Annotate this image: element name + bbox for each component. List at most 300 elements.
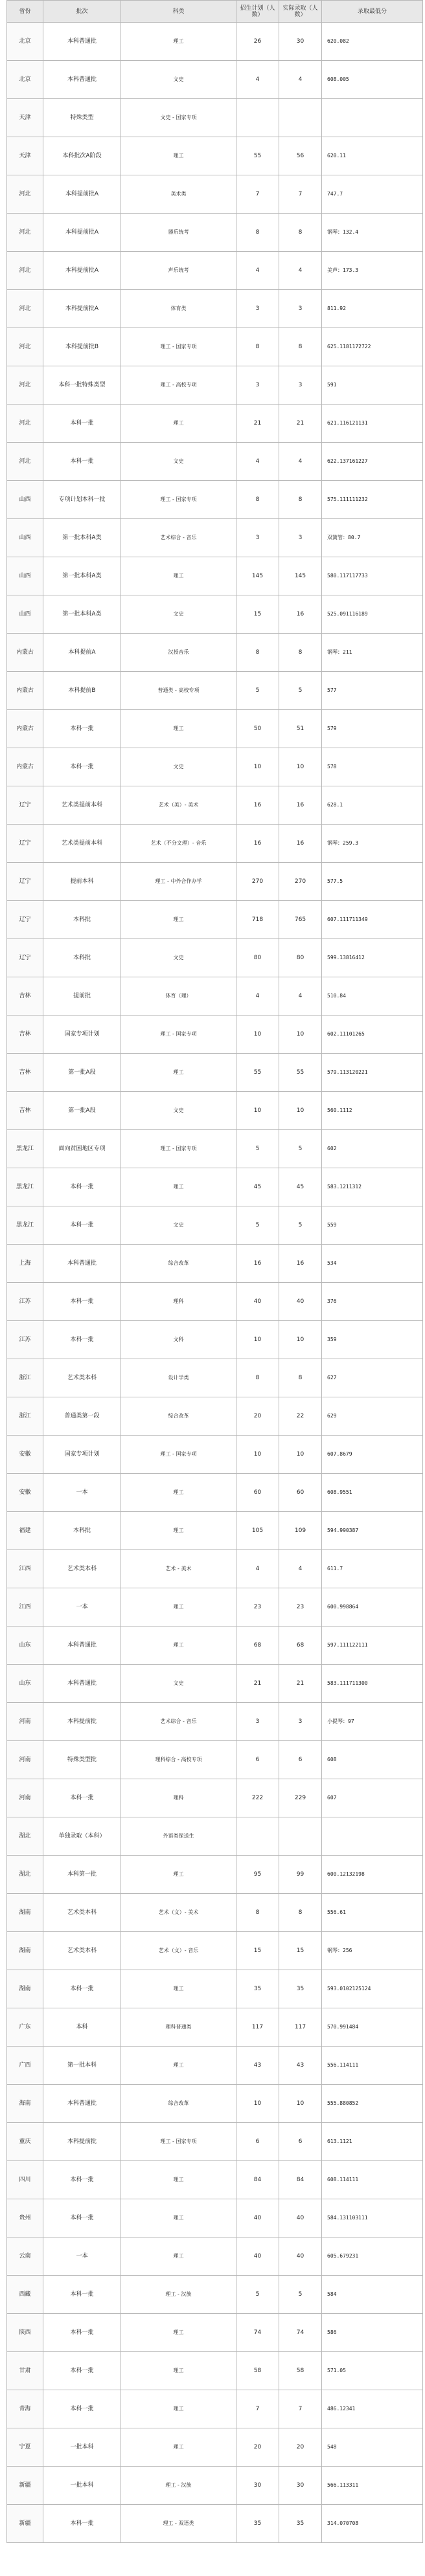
table-row [7,61,423,99]
cell-subject: 普通类 - 高校专项 [121,672,236,710]
cell-subject: 汉授音乐 [121,634,236,672]
cell-score: 566.113311 [322,2467,423,2505]
cell-province: 江西 [7,1588,43,1627]
cell-batch: 本科一批 [43,2505,121,2543]
cell-score: 555.880852 [322,2085,423,2123]
cell-batch: 本科提前批 [43,1703,121,1741]
cell-admitted: 40 [279,2199,322,2237]
cell-admitted: 117 [279,2008,322,2047]
cell-plan: 20 [236,1397,279,1436]
cell-province: 辽宁 [7,901,43,939]
cell-batch: 本科一批 [43,405,121,443]
cell-admitted [279,99,322,137]
cell-plan: 3 [236,1703,279,1741]
cell-plan: 55 [236,1054,279,1092]
cell-admitted: 3 [279,290,322,328]
cell-subject: 文史 [121,748,236,786]
cell-province: 山东 [7,1665,43,1703]
cell-admitted: 3 [279,519,322,557]
cell-subject: 理工 - 汉族 [121,2276,236,2314]
cell-admitted: 7 [279,2390,322,2428]
admission-table [6,0,423,2543]
cell-plan: 6 [236,1741,279,1779]
table-row [7,2123,423,2161]
cell-batch: 第一批本科 [43,2047,121,2085]
cell-subject: 文史 - 国家专项 [121,99,236,137]
cell-plan: 5 [236,2276,279,2314]
cell-subject: 理工 [121,901,236,939]
cell-score: 571.05 [322,2352,423,2390]
cell-subject: 理工 - 汉族 [121,2467,236,2505]
cell-province: 山西 [7,481,43,519]
cell-batch: 艺术类本科 [43,1359,121,1397]
cell-province: 黑龙江 [7,1168,43,1206]
cell-province: 内蒙古 [7,672,43,710]
table-row [7,557,423,595]
cell-subject: 理工 [121,1168,236,1206]
cell-plan: 45 [236,1168,279,1206]
cell-plan: 40 [236,1283,279,1321]
cell-score [322,99,423,137]
cell-batch: 专项计划本科一批 [43,481,121,519]
cell-score: 钢琴：211 [322,634,423,672]
table-row [7,23,423,61]
cell-admitted: 8 [279,328,322,366]
cell-score: 599.13816412 [322,939,423,977]
cell-score: 556.114111 [322,2047,423,2085]
cell-score: 608.114111 [322,2161,423,2199]
cell-province: 安徽 [7,1474,43,1512]
table-row [7,366,423,405]
cell-subject: 理工 [121,1588,236,1627]
cell-province: 河北 [7,290,43,328]
table-row [7,1665,423,1703]
cell-batch: 一本 [43,1474,121,1512]
cell-province: 辽宁 [7,863,43,901]
cell-batch: 本科一批 [43,710,121,748]
cell-admitted: 10 [279,1321,322,1359]
cell-province: 北京 [7,61,43,99]
cell-batch: 本科一批 [43,443,121,481]
cell-subject: 体育类 [121,290,236,328]
cell-score: 510.84 [322,977,423,1016]
cell-admitted: 10 [279,1436,322,1474]
cell-admitted: 35 [279,1970,322,2008]
table-row [7,1359,423,1397]
cell-batch: 国家专项计划 [43,1016,121,1054]
cell-subject: 综合改革 [121,1397,236,1436]
cell-batch: 本科一批 [43,2161,121,2199]
table-row [7,672,423,710]
cell-score: 608.005 [322,61,423,99]
cell-score: 钢琴：132.4 [322,214,423,252]
cell-plan: 3 [236,366,279,405]
table-body [7,23,423,2543]
cell-subject: 文史 [121,443,236,481]
cell-batch: 一批本科 [43,2467,121,2505]
cell-admitted: 5 [279,1206,322,1245]
cell-batch: 本科一批 [43,2352,121,2390]
cell-plan: 145 [236,557,279,595]
table-row [7,977,423,1016]
cell-subject: 理工 [121,1512,236,1550]
cell-score: 583.111711300 [322,1665,423,1703]
cell-plan: 35 [236,1970,279,2008]
cell-plan: 8 [236,1894,279,1932]
cell-province: 宁夏 [7,2428,43,2467]
cell-admitted: 99 [279,1856,322,1894]
cell-subject: 艺术（美）- 美术 [121,786,236,825]
table-row [7,2047,423,2085]
cell-batch: 本科一批 [43,2199,121,2237]
cell-province: 河北 [7,328,43,366]
cell-province: 辽宁 [7,786,43,825]
cell-score: 577 [322,672,423,710]
cell-batch: 本科提前批A [43,175,121,214]
cell-province: 海南 [7,2085,43,2123]
cell-province: 河南 [7,1779,43,1817]
cell-admitted: 56 [279,137,322,175]
cell-admitted: 80 [279,939,322,977]
cell-score: 620.082 [322,23,423,61]
cell-subject: 艺术综合 - 音乐 [121,1703,236,1741]
cell-plan: 10 [236,1016,279,1054]
cell-plan: 4 [236,61,279,99]
cell-admitted: 4 [279,252,322,290]
cell-score: 597.111122111 [322,1627,423,1665]
table-row [7,405,423,443]
header-batch: 批次 [43,1,121,23]
cell-score: 534 [322,1245,423,1283]
cell-batch: 本科提前B [43,672,121,710]
cell-plan: 5 [236,1130,279,1168]
table-row [7,175,423,214]
cell-score: 608.9551 [322,1474,423,1512]
cell-subject: 理工 - 国家专项 [121,328,236,366]
cell-score: 556.61 [322,1894,423,1932]
cell-subject: 文史 [121,595,236,634]
cell-plan: 5 [236,672,279,710]
cell-admitted: 4 [279,1550,322,1588]
cell-plan: 8 [236,481,279,519]
cell-province: 内蒙古 [7,710,43,748]
cell-province: 云南 [7,2237,43,2276]
cell-province: 内蒙古 [7,748,43,786]
cell-plan [236,99,279,137]
table-row [7,1436,423,1474]
table-row [7,1512,423,1550]
cell-admitted: 15 [279,1932,322,1970]
cell-subject: 综合改革 [121,2085,236,2123]
cell-score: 525.091116189 [322,595,423,634]
cell-subject: 理工 [121,2428,236,2467]
cell-admitted: 40 [279,1283,322,1321]
table-row [7,2008,423,2047]
cell-province: 河北 [7,443,43,481]
cell-admitted: 45 [279,1168,322,1206]
cell-province: 河北 [7,175,43,214]
table-row [7,99,423,137]
cell-province: 浙江 [7,1359,43,1397]
cell-batch: 本科批 [43,1512,121,1550]
table-row [7,1474,423,1512]
cell-province: 湖南 [7,1970,43,2008]
cell-admitted: 7 [279,175,322,214]
cell-admitted: 23 [279,1588,322,1627]
cell-plan: 30 [236,2467,279,2505]
cell-subject: 理工 [121,1627,236,1665]
cell-subject: 理工 [121,2047,236,2085]
cell-province: 上海 [7,1245,43,1283]
cell-batch: 特殊类型批 [43,1741,121,1779]
cell-batch: 第一批A段 [43,1092,121,1130]
cell-plan: 4 [236,252,279,290]
cell-plan: 10 [236,2085,279,2123]
cell-admitted: 8 [279,1359,322,1397]
cell-subject: 理工 [121,2237,236,2276]
cell-score: 586 [322,2314,423,2352]
cell-score: 美声：173.3 [322,252,423,290]
cell-province: 安徽 [7,1436,43,1474]
table-row [7,1741,423,1779]
table-row [7,1856,423,1894]
table-row [7,1588,423,1627]
cell-score: 621.116121131 [322,405,423,443]
header-plan: 招生计划（人数） [236,1,279,23]
cell-plan: 222 [236,1779,279,1817]
table-row [7,595,423,634]
cell-province: 湖南 [7,1932,43,1970]
cell-batch: 第一批本科A类 [43,595,121,634]
cell-batch: 本科一批 [43,1321,121,1359]
cell-province: 甘肃 [7,2352,43,2390]
cell-plan [236,1817,279,1856]
cell-subject: 艺术综合 - 音乐 [121,519,236,557]
cell-subject: 理工 - 双语类 [121,2505,236,2543]
cell-plan: 43 [236,2047,279,2085]
cell-subject: 体育（理） [121,977,236,1016]
cell-plan: 3 [236,290,279,328]
cell-admitted: 40 [279,2237,322,2276]
cell-plan: 40 [236,2199,279,2237]
cell-batch: 本科一批 [43,2390,121,2428]
cell-province: 辽宁 [7,939,43,977]
cell-batch: 一本 [43,2237,121,2276]
cell-score: 611.7 [322,1550,423,1588]
cell-score: 607.111711349 [322,901,423,939]
cell-batch: 艺术类本科 [43,1932,121,1970]
cell-score: 577.5 [322,863,423,901]
cell-plan: 718 [236,901,279,939]
cell-province: 西藏 [7,2276,43,2314]
cell-batch: 本科一批 [43,2314,121,2352]
cell-admitted: 55 [279,1054,322,1092]
cell-province: 江苏 [7,1321,43,1359]
cell-score: 560.1112 [322,1092,423,1130]
cell-subject: 艺术 - 美术 [121,1550,236,1588]
cell-batch: 本科一批 [43,748,121,786]
cell-admitted: 5 [279,672,322,710]
cell-subject: 理科 [121,1779,236,1817]
table-row [7,214,423,252]
table-row [7,1894,423,1932]
cell-batch: 本科一批特殊类型 [43,366,121,405]
cell-admitted: 8 [279,1894,322,1932]
table-row [7,1550,423,1588]
cell-admitted: 109 [279,1512,322,1550]
cell-admitted: 8 [279,634,322,672]
cell-plan: 15 [236,1932,279,1970]
cell-batch: 本科普通批 [43,23,121,61]
cell-plan: 26 [236,23,279,61]
cell-admitted: 10 [279,1092,322,1130]
cell-subject: 理工 - 国家专项 [121,1016,236,1054]
cell-province: 北京 [7,23,43,61]
table-row [7,1970,423,2008]
cell-province: 吉林 [7,1016,43,1054]
cell-province: 山西 [7,595,43,634]
cell-score: 579 [322,710,423,748]
cell-score: 559 [322,1206,423,1245]
table-row [7,1817,423,1856]
cell-batch: 本科一批 [43,1779,121,1817]
cell-admitted: 145 [279,557,322,595]
table-row [7,786,423,825]
cell-province: 河南 [7,1703,43,1741]
cell-subject: 理工 [121,1054,236,1092]
cell-score: 608 [322,1741,423,1779]
table-row [7,1932,423,1970]
cell-admitted: 4 [279,61,322,99]
cell-batch: 本科一批 [43,2276,121,2314]
cell-score: 钢琴：256 [322,1932,423,1970]
cell-province: 黑龙江 [7,1130,43,1168]
cell-plan: 7 [236,2390,279,2428]
table-row [7,290,423,328]
cell-batch: 本科提前A [43,634,121,672]
cell-subject: 理工 [121,1474,236,1512]
cell-batch: 艺术类本科 [43,1894,121,1932]
table-row [7,1092,423,1130]
cell-score: 583.1211312 [322,1168,423,1206]
cell-batch: 本科提前批A [43,214,121,252]
cell-admitted: 84 [279,2161,322,2199]
cell-batch: 本科第一批 [43,1856,121,1894]
table-row [7,2237,423,2276]
cell-score: 376 [322,1283,423,1321]
cell-batch: 特殊类型 [43,99,121,137]
cell-plan: 10 [236,1092,279,1130]
cell-province: 山西 [7,557,43,595]
table-row [7,2467,423,2505]
table-header [7,1,423,23]
cell-plan: 16 [236,786,279,825]
table-row [7,1283,423,1321]
header-province: 省份 [7,1,43,23]
cell-province: 辽宁 [7,825,43,863]
cell-subject: 理工 [121,137,236,175]
cell-province: 湖北 [7,1817,43,1856]
cell-plan: 8 [236,1359,279,1397]
cell-score: 600.998864 [322,1588,423,1627]
cell-admitted: 43 [279,2047,322,2085]
cell-plan: 80 [236,939,279,977]
cell-admitted: 10 [279,748,322,786]
cell-plan: 84 [236,2161,279,2199]
cell-plan: 68 [236,1627,279,1665]
cell-province: 黑龙江 [7,1206,43,1245]
cell-plan: 15 [236,595,279,634]
cell-plan: 35 [236,2505,279,2543]
table-row [7,863,423,901]
cell-admitted: 21 [279,1665,322,1703]
cell-plan: 95 [236,1856,279,1894]
cell-score: 591 [322,366,423,405]
cell-plan: 105 [236,1512,279,1550]
cell-admitted: 35 [279,2505,322,2543]
cell-subject: 理工 [121,2199,236,2237]
cell-plan: 10 [236,748,279,786]
cell-admitted: 16 [279,595,322,634]
cell-batch: 本科一批 [43,1168,121,1206]
cell-batch: 艺术类提前本科 [43,825,121,863]
table-row [7,1627,423,1665]
cell-batch: 艺术类本科 [43,1550,121,1588]
cell-admitted: 3 [279,1703,322,1741]
cell-subject: 理工 [121,2390,236,2428]
table-row [7,748,423,786]
cell-score: 578 [322,748,423,786]
table-row [7,2085,423,2123]
cell-score: 600.12132198 [322,1856,423,1894]
cell-batch: 第一批本科A类 [43,519,121,557]
cell-admitted: 68 [279,1627,322,1665]
cell-province: 湖北 [7,1856,43,1894]
cell-plan: 117 [236,2008,279,2047]
cell-admitted: 4 [279,443,322,481]
cell-plan: 8 [236,214,279,252]
cell-province: 四川 [7,2161,43,2199]
cell-score: 607.8679 [322,1436,423,1474]
cell-admitted: 30 [279,2467,322,2505]
admission-table-sheet [6,0,422,2543]
cell-admitted: 20 [279,2428,322,2467]
cell-plan: 55 [236,137,279,175]
cell-plan: 270 [236,863,279,901]
cell-province: 吉林 [7,977,43,1016]
cell-batch: 面向贫困地区专项 [43,1130,121,1168]
cell-batch: 提前本科 [43,863,121,901]
cell-batch: 本科批 [43,901,121,939]
cell-admitted: 30 [279,23,322,61]
cell-batch: 第一批A段 [43,1054,121,1092]
cell-admitted: 16 [279,1245,322,1283]
cell-admitted: 10 [279,2085,322,2123]
cell-score: 747.7 [322,175,423,214]
cell-admitted: 4 [279,977,322,1016]
cell-batch: 本科提前批A [43,290,121,328]
cell-subject: 艺术（不分文理）- 音乐 [121,825,236,863]
cell-province: 广东 [7,2008,43,2047]
cell-plan: 74 [236,2314,279,2352]
cell-score: 620.11 [322,137,423,175]
cell-province: 河北 [7,252,43,290]
cell-score: 594.990387 [322,1512,423,1550]
cell-score: 钢琴：259.3 [322,825,423,863]
cell-score: 605.679231 [322,2237,423,2276]
cell-plan: 60 [236,1474,279,1512]
cell-province: 新疆 [7,2467,43,2505]
